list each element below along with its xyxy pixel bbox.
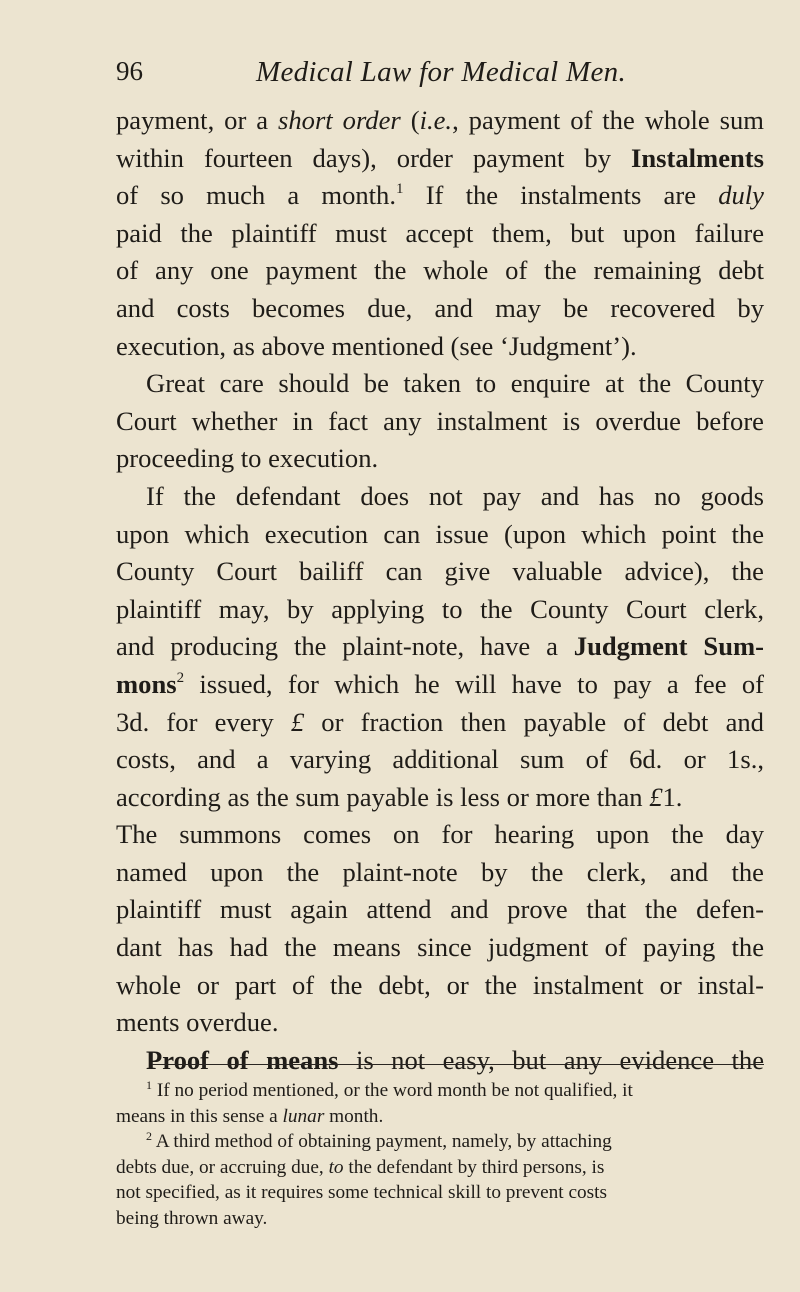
text-line: plaintiff may, by applying to the County Court clerk, (116, 593, 764, 624)
footnote-marker: 2 (146, 1129, 152, 1144)
text-run: debts due, or accruing due, (116, 1156, 329, 1178)
italic-term: duly (718, 180, 764, 211)
text-line: ments overdue. (116, 1007, 279, 1038)
footnote-line: being thrown away. (116, 1207, 268, 1229)
text-run: If no period mentioned, or the word month be not qualified, it (152, 1080, 633, 1101)
text-line: execution, as above mentioned (see ‘Judgment’). (116, 330, 637, 361)
footnote-1 (116, 1078, 766, 1104)
text-run: A third method of obtaining payment, namely, by attaching (152, 1131, 612, 1153)
footnote-line (116, 1155, 766, 1181)
pound-sign: £ (649, 781, 663, 812)
text-line (116, 102, 764, 140)
text-line: upon which execution can issue (upon which point the (116, 518, 764, 549)
footnote-divider (152, 1064, 764, 1065)
text-run: the defendant by third persons, is (343, 1156, 605, 1178)
italic-term: lunar (282, 1105, 325, 1127)
text-line: plaintiff must again attend and prove that the defen- (116, 894, 764, 925)
text-line: whole or part of the debt, or the instalment or instal- (116, 969, 764, 1000)
bold-term: Instalments (631, 142, 764, 173)
footnote-2 (116, 1129, 766, 1155)
text-line (116, 628, 764, 666)
footnote-line: not specified, as it requires some technical skill to prevent costs (116, 1182, 608, 1204)
text-run: according as the sum payable is less or more than (116, 781, 650, 812)
text-line: proceeding to execution. (116, 443, 379, 474)
text-line: The summons comes on for hearing upon the day (116, 819, 764, 850)
footnote-line (116, 1104, 766, 1130)
footnote-marker: 1 (146, 1078, 152, 1092)
running-title: Medical Law for Medical Men. (256, 56, 627, 88)
pound-sign: £ (290, 706, 305, 737)
text-run: If the instalments are (403, 180, 719, 211)
text-line (116, 704, 764, 742)
footnote-ref: 1 (396, 181, 404, 198)
bold-term: Judgment Sum- (573, 631, 764, 662)
text-run: of so much a month. (116, 180, 397, 211)
page-header (0, 56, 800, 96)
text-line: named upon the plaint-note by the clerk, and the (116, 856, 764, 887)
text-line: and costs becomes due, and may be recovered by (116, 292, 764, 323)
text-line: Court whether in fact any instalment is overdue before (116, 405, 764, 436)
text-line (116, 779, 764, 817)
text-line: of any one payment the whole of the remaining debt (116, 255, 764, 286)
text-line: County Court bailiff can give valuable advice), the (116, 556, 764, 587)
italic-term: short order (278, 105, 401, 135)
footnote-ref: 2 (176, 669, 185, 686)
text-line (116, 140, 764, 178)
text-line: dant has had the means since judgment of paying the (116, 932, 764, 963)
text-run: 3d. for every (116, 706, 291, 737)
text-run: , payment of the whole sum (452, 105, 764, 135)
footnotes (116, 1078, 766, 1232)
text-line: costs, and a varying additional sum of 6d. or 1s., (116, 744, 764, 775)
bold-term: mons (116, 668, 177, 699)
text-run: is not easy, but any evidence the (338, 1044, 764, 1075)
text-line (116, 177, 764, 215)
text-run: or fraction then payable of debt and (304, 706, 764, 737)
text-run: and producing the plaint-note, have a (116, 631, 574, 662)
text-line (116, 1042, 764, 1080)
text-run: 1. (662, 781, 683, 812)
text-line (116, 666, 764, 704)
text-run: issued, for which he will have to pay a fee of (184, 668, 764, 699)
bold-term: Proof of means (146, 1044, 339, 1075)
text-line: If the defendant does not pay and has no goods (146, 480, 764, 511)
italic-term: to (328, 1156, 344, 1178)
page-number: 96 (116, 56, 143, 86)
text-line: Great care should be taken to enquire at the County (146, 368, 764, 399)
text-run: payment, or a (116, 105, 279, 135)
body-text (116, 102, 764, 1079)
text-line: paid the plaintiff must accept them, but upon failure (116, 217, 764, 248)
italic-term: i.e. (419, 105, 453, 135)
text-run: month. (324, 1105, 384, 1127)
text-run: ( (400, 105, 420, 135)
text-run: within fourteen days), order payment by (116, 142, 632, 173)
text-run: means in this sense a (116, 1105, 283, 1127)
